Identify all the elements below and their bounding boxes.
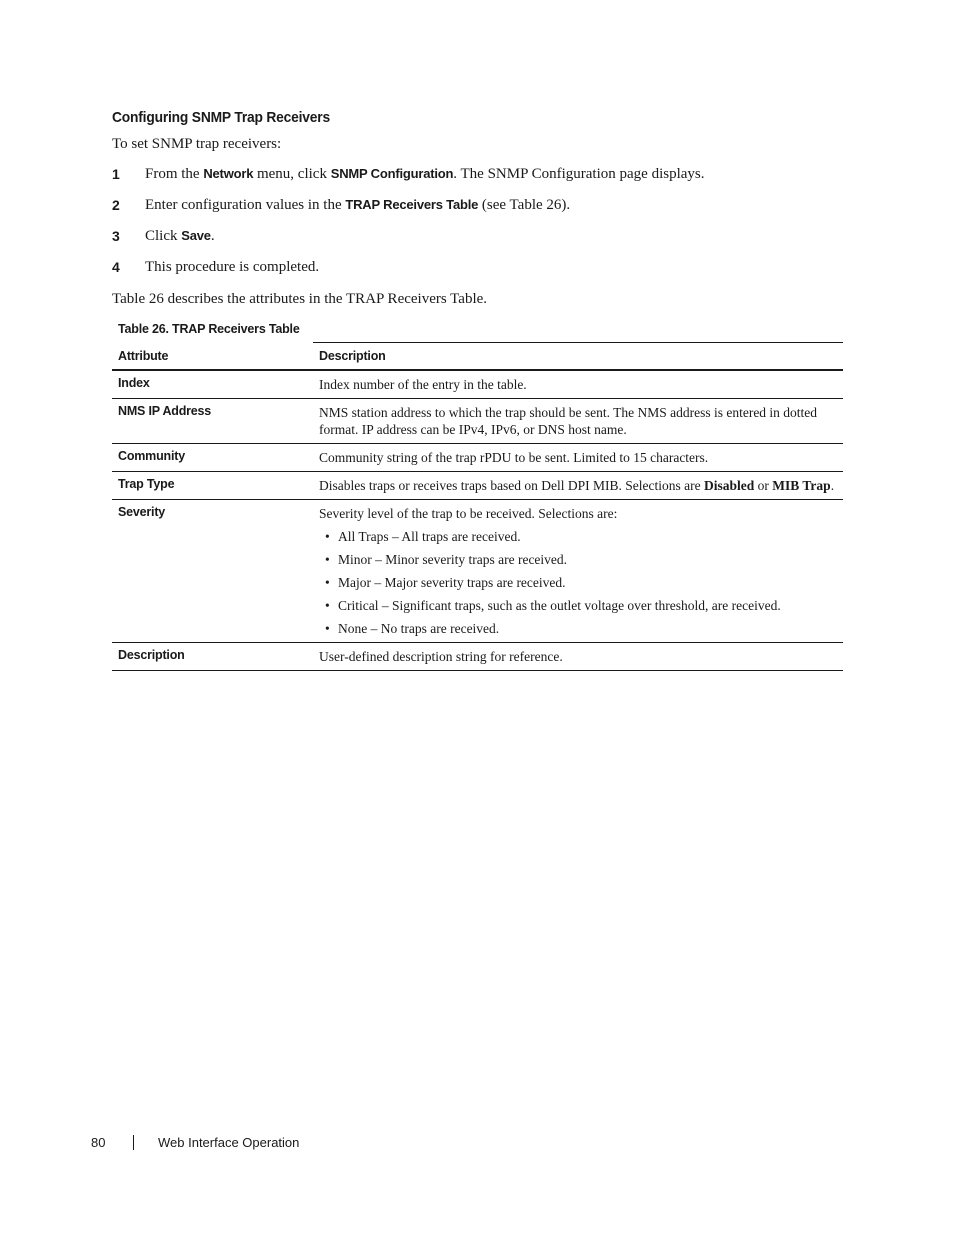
attribute-cell: Community [112,444,313,472]
table-row [112,370,843,399]
description-cell: User-defined description string for reference. [313,643,843,671]
step-text [145,197,570,214]
table-row [112,643,843,671]
step-item [112,197,852,228]
step-text-part: (see Table 26). [478,197,571,213]
description-cell [313,500,843,643]
attribute-cell: Index [112,370,313,399]
step-text-part: . The SNMP Configuration page displays. [453,166,705,182]
step-text [145,166,705,183]
description-cell: NMS station address to which the trap should be sent. The NMS address is entered in dotted format. IP address can be IPv4, IPv6, or DNS host name. [313,399,843,444]
description-cell: Index number of the entry in the table. [313,370,843,399]
step-item [112,259,852,290]
section-title: Configuring SNMP Trap Receivers [112,109,330,126]
table-intro-text: Table 26 describes the attributes in the TRAP Receivers Table. [112,291,488,307]
header-attribute: Attribute [112,343,313,371]
step-text-part: . [210,228,215,244]
table-row [112,444,843,472]
description-part: . [830,478,835,493]
network-menu-reference: Network [203,166,254,181]
step-text-part: Enter configuration values in the [145,197,346,213]
table-row [112,399,843,444]
step-item [112,228,852,259]
list-item: • None – No traps are received. [319,620,837,637]
table-header-row [112,343,843,371]
table-row [112,500,843,643]
list-item: • Minor – Minor severity traps are received. [319,551,837,568]
footer-divider [133,1135,134,1150]
step-text [145,228,215,245]
header-description: Description [313,343,843,371]
severity-options-list [319,528,837,637]
step-text-part: Click [145,228,182,244]
list-item: • Major – Major severity traps are received. [319,574,837,591]
table-caption: Table 26. TRAP Receivers Table [118,322,300,336]
list-item: • All Traps – All traps are received. [319,528,837,545]
description-text: Severity level of the trap to be received. Selections are: [319,506,618,521]
intro-text: To set SNMP trap receivers: [112,136,282,152]
save-reference: Save [181,228,211,243]
mib-trap-option: MIB Trap [772,478,831,493]
description-cell: Community string of the trap rPDU to be sent. Limited to 15 characters. [313,444,843,472]
attribute-cell: Trap Type [112,472,313,500]
footer-chapter-title: Web Interface Operation [158,1135,300,1150]
step-number: 1 [112,166,120,182]
page-number: 80 [91,1135,106,1150]
attribute-cell: Severity [112,500,313,643]
step-number: 2 [112,197,120,213]
trap-receivers-table [112,342,843,671]
description-part: Disables traps or receives traps based on Dell DPI MIB. Selections are [319,478,705,493]
step-number: 3 [112,228,120,244]
attribute-cell: NMS IP Address [112,399,313,444]
table-row [112,472,843,500]
list-item: • Critical – Significant traps, such as the outlet voltage over threshold, are received. [319,597,837,614]
description-cell [313,472,843,500]
disabled-option: Disabled [704,478,755,493]
step-number: 4 [112,259,120,275]
step-text-part: menu, click [253,166,331,182]
attribute-cell: Description [112,643,313,671]
step-text-part: This procedure is completed. [145,259,320,275]
snmp-configuration-reference: SNMP Configuration [330,166,454,181]
description-part: or [754,478,773,493]
step-text-part: From the [145,166,204,182]
trap-receivers-table-reference: TRAP Receivers Table [345,197,479,212]
step-item [112,166,852,197]
step-text [145,259,319,276]
procedure-steps [112,166,852,290]
